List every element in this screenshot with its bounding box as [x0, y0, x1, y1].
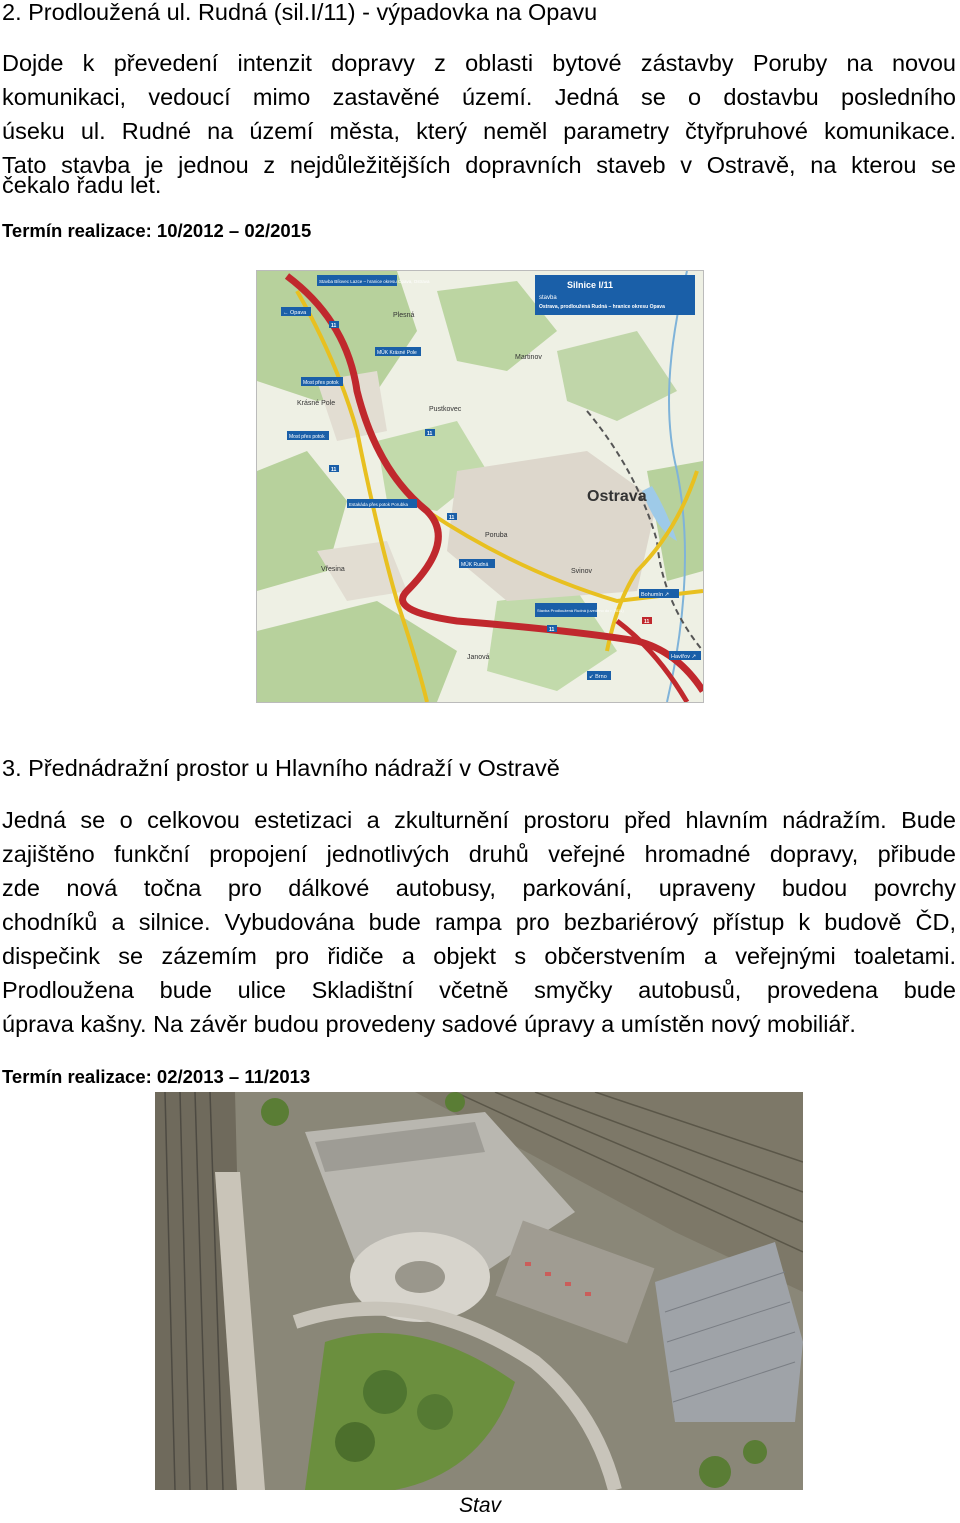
place-martinov: Martinov — [515, 354, 542, 361]
tag-muk-krasne-pole: MÚK Krásné Pole — [377, 350, 417, 356]
map-info-title: Silnice I/11 — [567, 280, 614, 290]
section-3-text-line-4: chodníků a silnice. Vybudována bude rampa pro bezbariérový přístup k budově ČD, — [2, 909, 956, 935]
road-shield-3: 11 — [331, 467, 337, 473]
section-3-text-line-3: zde nová točna pro dálkové autobusy, parkování, upraveny budou povrchy — [2, 875, 956, 901]
section-2-term: Termín realizace: 10/2012 – 02/2015 — [2, 220, 312, 241]
tag-most-2: Most přes potok — [289, 434, 325, 440]
map-info-sub1: stavba — [539, 295, 557, 301]
section-3-term: Termín realizace: 02/2013 – 11/2013 — [2, 1066, 311, 1087]
section-3-text-line-5: dispečink se zázemím pro řidiče a objekt s občerstvením a veřejnými toaletami. — [2, 943, 956, 969]
route-map — [256, 270, 704, 703]
section-3-text-line-2: zajištěno funkční propojení jednotlivých druhů veřejné hromadné dopravy, přibude — [2, 841, 956, 867]
tag-brno: ↙ Brno — [589, 674, 607, 680]
section-3-heading: 3. Přednádražní prostor u Hlavního nádraží v Ostravě — [2, 755, 560, 781]
station-aerial-photo — [155, 1092, 803, 1490]
section-2-heading: 2. Prodloužená ul. Rudná (sil.I/11) - výpadovka na Opavu — [2, 0, 598, 25]
section-3-text-line-1: Jedná se o celkovou estetizaci a zkulturnění prostoru před hlavním nádražím. Bude — [2, 807, 956, 833]
road-shield-4: 11 — [449, 515, 455, 521]
place-poruba: Poruba — [485, 532, 508, 539]
place-svinov: Svinov — [571, 568, 593, 575]
section-3-text-line-7: úprava kašny. Na závěr budou provedeny sadové úpravy a umístěn nový mobiliář. — [2, 1011, 856, 1037]
photo-caption: Stav — [458, 1494, 502, 1517]
road-shield-2: 11 — [427, 431, 433, 437]
section-2-text-line-1: Dojde k převedení intenzit dopravy z oblasti bytové zástavby Poruby na novou — [2, 50, 956, 76]
place-janova: Janová — [467, 654, 490, 661]
tag-bohumin: Bohumín ↗ — [641, 592, 670, 598]
road-shield-5: 11 — [549, 627, 555, 633]
section-2-text-line-4: Tato stavba je jednou z nejdůležitějších dopravních staveb v Ostravě, na kterou se — [2, 152, 956, 178]
tag-muk-rudna: MÚK Rudná — [461, 562, 489, 568]
place-krasne-pole: Krásné Pole — [297, 400, 336, 407]
tag-estakada: Estakáda přes potok Porubka — [349, 502, 409, 507]
place-plesna: Plesná — [393, 312, 415, 319]
place-vresina: Vřesina — [321, 566, 345, 573]
section-3-text-line-6: Prodloužena bude ulice Skladištní včetně smyčky autobusů, provedena bude — [2, 977, 956, 1003]
tag-opava: ← Opava — [283, 310, 307, 316]
section-2-text-line-3: úseku ul. Rudné na území města, který neměl parametry čtyřpruhové komunikace. — [2, 118, 956, 144]
road-shield-6: 11 — [644, 619, 650, 625]
road-shield-1: 11 — [331, 323, 337, 329]
tag-stavba-2: Stavba Prodloužená Rudná (uvedeno do r. 2011) — [537, 608, 624, 613]
place-ostrava: Ostrava — [587, 488, 647, 505]
tag-havirov: Havířov ↗ — [671, 654, 697, 660]
section-2-text-line-5: čekalo řadu let. — [2, 172, 162, 198]
section-2-text-line-2: komunikaci, vedoucí mimo zastavěné území. Jedná se o dostavbu posledního — [2, 84, 956, 110]
map-info-sub2: Ostrava, prodloužená Rudná – hranice okresu Opava — [539, 304, 665, 310]
place-pustkovec: Pustkovec — [429, 406, 462, 413]
map-top-banner: Stavba Bílovec Lazce – hranice okresu Opava, Ostrava — [319, 279, 430, 284]
tag-most-1: Most přes potok — [303, 380, 339, 386]
